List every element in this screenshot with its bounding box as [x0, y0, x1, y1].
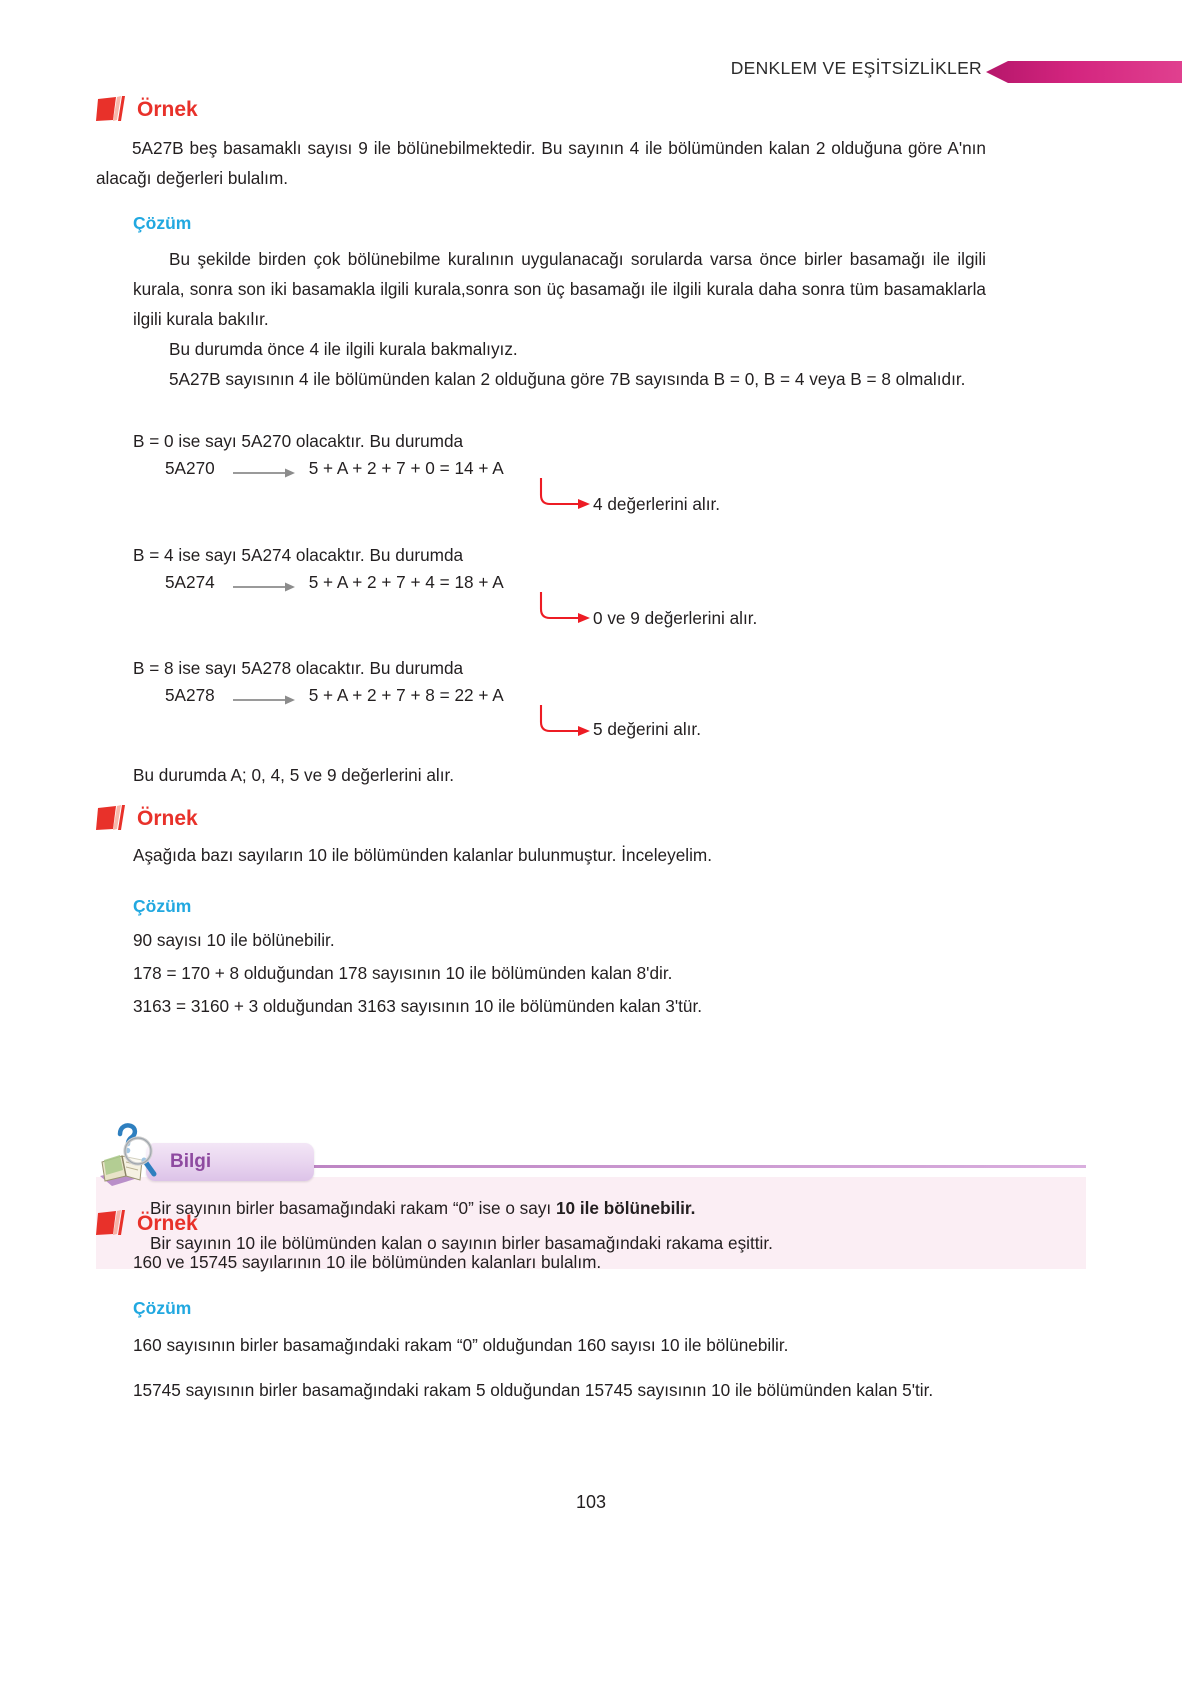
- example1-statement: 5A27B beş basamaklı sayısı 9 ile bölünebilmektedir. Bu sayının 4 ile bölümünden kalan 2 olduğuna göre A'nın alacağı değerleri bulalım.: [96, 138, 986, 188]
- example1-case-2-equation: [165, 569, 504, 595]
- bilgi-divider-rule: [206, 1165, 1086, 1168]
- page-number: 103: [575, 1492, 607, 1512]
- example1-paragraph-1: Bu şekilde birden çok bölünebilme kuralının uygulanacağı sorularda varsa önce birler basamağı ile ilgili kurala, sonra son iki basamakla ilgili kurala,sonra son üç basamağı ile ilgili kurala daha sonra tüm basamaklarla ilgili kurala bakılır.: [133, 249, 986, 329]
- example1-case-1-equation: [165, 455, 504, 481]
- example2-line-1: 90 sayısı 10 ile bölünebilir.: [133, 930, 335, 950]
- ornek-label: Örnek: [137, 806, 198, 830]
- example1-paragraph-3: 5A27B sayısının 4 ile bölümünden kalan 2 olduğuna göre 7B sayısında B = 0, B = 4 veya B = 8 olmalıdır.: [169, 369, 966, 389]
- ornek-heading-1: [96, 96, 198, 122]
- ornek-book-icon: [96, 1210, 130, 1236]
- example2-line-2: 178 = 170 + 8 olduğundan 178 sayısının 10 ile bölümünden kalan 8'dir.: [133, 963, 673, 983]
- example1-case-2-intro: B = 4 ise sayı 5A274 olacaktır. Bu durumda: [133, 545, 464, 565]
- page-header: [0, 52, 1182, 92]
- ornek-book-icon: [96, 805, 130, 831]
- example1-case-2-callout-label: 0 ve 9 değerlerini alır.: [593, 608, 758, 628]
- equation-lhs: 5A278: [165, 685, 215, 705]
- bilgi-line-2: Bir sayının 10 ile bölümünden kalan o sayının birler basamağındaki rakama eşittir.: [150, 1233, 773, 1253]
- equation-rhs: 5 + A + 2 + 7 + 0 = 14 + A: [308, 458, 504, 478]
- example3-paragraph-2: 15745 sayısının birler basamağındaki rakam 5 olduğundan 15745 sayısının 10 ile bölümünden kalan 5'tir.: [133, 1380, 934, 1400]
- ornek-heading-2: [96, 805, 198, 831]
- example1-case-3-callout-label: 5 değerini alır.: [593, 719, 701, 739]
- bilgi-line-1-bold: 10 ile bölünebilir.: [555, 1198, 696, 1218]
- example1-case-1-callout-arrow: [503, 478, 593, 512]
- example2-line-3: 3163 = 3160 + 3 olduğundan 3163 sayısının 10 ile bölümünden kalan 3'tür.: [133, 996, 703, 1016]
- example1-conclusion: Bu durumda A; 0, 4, 5 ve 9 değerlerini alır.: [133, 765, 455, 785]
- bilgi-book-magnifier-icon: [96, 1120, 170, 1192]
- example2-statement: Aşağıda bazı sayıların 10 ile bölümünden kalanlar bulunmuştur. İnceleyelim.: [133, 845, 712, 865]
- bilgi-label: Bilgi: [170, 1151, 212, 1172]
- ornek-label: Örnek: [137, 97, 198, 121]
- ornek-label: Örnek: [137, 1211, 198, 1235]
- example3-statement: 160 ve 15745 sayılarının 10 ile bölümünden kalanları bulalım.: [133, 1252, 602, 1272]
- example1-case-1-intro: B = 0 ise sayı 5A270 olacaktır. Bu durumda: [133, 431, 464, 451]
- bilgi-line-1: [150, 1198, 695, 1219]
- header-arrow-banner: [986, 60, 1182, 84]
- equation-rhs: 5 + A + 2 + 7 + 4 = 18 + A: [308, 572, 504, 592]
- equation-lhs: 5A274: [165, 572, 215, 592]
- right-arrow-icon: [233, 461, 295, 475]
- cozum-heading-1: Çözüm: [133, 213, 192, 233]
- example3-paragraph-1: 160 sayısının birler basamağındaki rakam “0” olduğundan 160 sayısı 10 ile bölünebilir.: [133, 1335, 789, 1355]
- example1-case-3-equation: [165, 682, 504, 708]
- cozum-heading-2: Çözüm: [133, 896, 192, 916]
- cozum-heading-3: Çözüm: [133, 1298, 192, 1318]
- right-arrow-icon: [233, 575, 295, 589]
- example1-paragraph-2: Bu durumda önce 4 ile ilgili kurala bakmalıyız.: [169, 339, 518, 359]
- equation-lhs: 5A270: [165, 458, 215, 478]
- example1-case-2-callout-arrow: [503, 592, 593, 626]
- example1-case-3-callout-arrow: [503, 705, 593, 739]
- page-header-title: DENKLEM VE EŞİTSİZLİKLER: [730, 58, 982, 78]
- bilgi-line-1-text: Bir sayının birler basamağındaki rakam “0” ise o sayı: [150, 1198, 556, 1218]
- example1-case-3-intro: B = 8 ise sayı 5A278 olacaktır. Bu durumda: [133, 658, 464, 678]
- example1-case-1-callout-label: 4 değerlerini alır.: [593, 494, 721, 514]
- ornek-heading-3: [96, 1210, 198, 1236]
- right-arrow-icon: [233, 688, 295, 702]
- equation-rhs: 5 + A + 2 + 7 + 8 = 22 + A: [308, 685, 504, 705]
- ornek-book-icon: [96, 96, 130, 122]
